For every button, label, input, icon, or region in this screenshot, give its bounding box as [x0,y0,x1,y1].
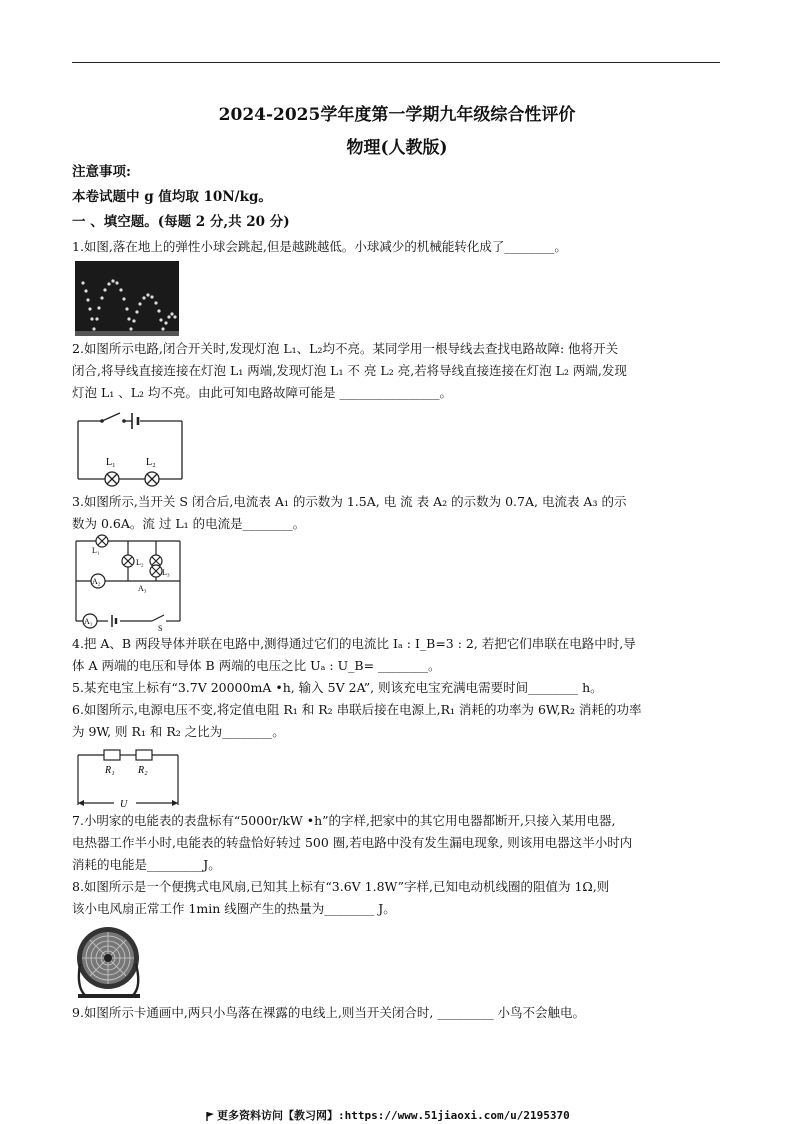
question-6-line-2: 为 9W, 则 R₁ 和 R₂ 之比为________。 [72,724,285,739]
page-title: 2024-2025学年度第一学期九年级综合性评价 [218,105,576,125]
question-8-line-1: 8.如图所示是一个便携式电风扇,已知其上标有“3.6V 1.8W”字样,已知电动机线圈的阻值为 1Ω,则 [72,879,610,894]
question-2-line-3: 灯泡 L₁ 、L₂ 均不亮。由此可知电路故障可能是 ________________。 [72,385,453,400]
footer-link-text[interactable]: 更多资料访问【教习网】:https://www.51jiaoxi.com/u/2195370 [217,1109,570,1122]
question-5: 5.某充电宝上标有“3.7V 20000mA •h, 输入 5V 2A”, 则该充电宝充满电需要时间________ h。 [72,680,603,695]
label-r1: R₁ [105,765,115,776]
question-3-line-2: 数为 0.6A。流 过 L₁ 的电流是________。 [72,516,306,531]
circuit-diagram-q6 [74,745,182,811]
question-1: 1.如图,落在地上的弹性小球会跳起,但是越跳越低。小球减少的机械能转化成了________。 [72,239,567,254]
label-s: S [158,624,163,633]
label-a3: A₃ [138,584,147,593]
question-8-line-2: 该小电风扇正常工作 1min 线圈产生的热量为________ J。 [72,901,396,916]
label-u: U [120,799,128,810]
bouncing-ball-photo [75,261,179,336]
label-a1: A₁ [84,617,93,626]
portable-fan-photo [72,924,146,1000]
question-7-line-1: 7.小明家的电能表的表盘标有“5000r/kW •h”的字样,把家中的其它用电器都断开,只接入某用电器, [72,813,616,828]
notes-heading: 注意事项: [72,164,131,180]
label-r2: R₂ [138,765,148,776]
label-l2: L₂ [146,457,156,468]
page-subtitle: 物理(人教版) [346,138,448,158]
question-3-line-1: 3.如图所示,当开关 S 闭合后,电流表 A₁ 的示数为 1.5A, 电 流 表 A₂ 的示数为 0.7A, 电流表 A₃ 的示 [72,494,627,509]
circuit-diagram-q2 [74,407,186,483]
footer [206,1107,570,1123]
label-l1: L₁ [106,457,116,468]
question-6-line-1: 6.如图所示,电源电压不变,将定值电阻 R₁ 和 R₂ 串联后接在电源上,R₁ 消耗的功率为 6W,R₂ 消耗的功率 [72,702,642,717]
label-a2: A₂ [92,577,101,586]
label-l2: L₂ [136,558,144,567]
question-4-line-1: 4.把 A、B 两段导体并联在电路中,测得通过它们的电流比 Iₐ : I_B=3 : 2, 若把它们串联在电路中时,导 [72,636,636,651]
question-7-line-3: 消耗的电能是_________J。 [72,857,221,872]
label-l1: L₁ [92,546,100,555]
question-7-line-2: 电热器工作半小时,电能表的转盘恰好转过 500 圈,若电路中没有发生漏电现象, 则该用电器这半小时内 [72,835,633,850]
question-4-line-2: 体 A 两端的电压和导体 B 两端的电压之比 Uₐ : U_B= ________。 [72,658,441,673]
top-rule [72,62,720,63]
flag-icon [206,1112,214,1120]
question-9: 9.如图所示卡通画中,两只小鸟落在裸露的电线上,则当开关闭合时, _________ 小鸟不会触电。 [72,1005,586,1020]
section-heading: 一 、填空题。(每题 2 分,共 20 分) [72,214,290,230]
notes-line: 本卷试题中 g 值均取 10N/kg。 [72,189,272,205]
question-2-line-1: 2.如图所示电路,闭合开关时,发现灯泡 L₁、L₂均不亮。某同学用一根导线去查找电路故障: 他将开关 [72,341,619,356]
label-l3: L₃ [162,568,170,577]
question-2-line-2: 闭合,将导线直接连接在灯泡 L₁ 两端,发现灯泡 L₁ 不 亮 L₂ 亮,若将导线直接连接在灯泡 L₂ 两端,发现 [72,363,627,378]
circuit-diagram-q3 [72,535,184,633]
